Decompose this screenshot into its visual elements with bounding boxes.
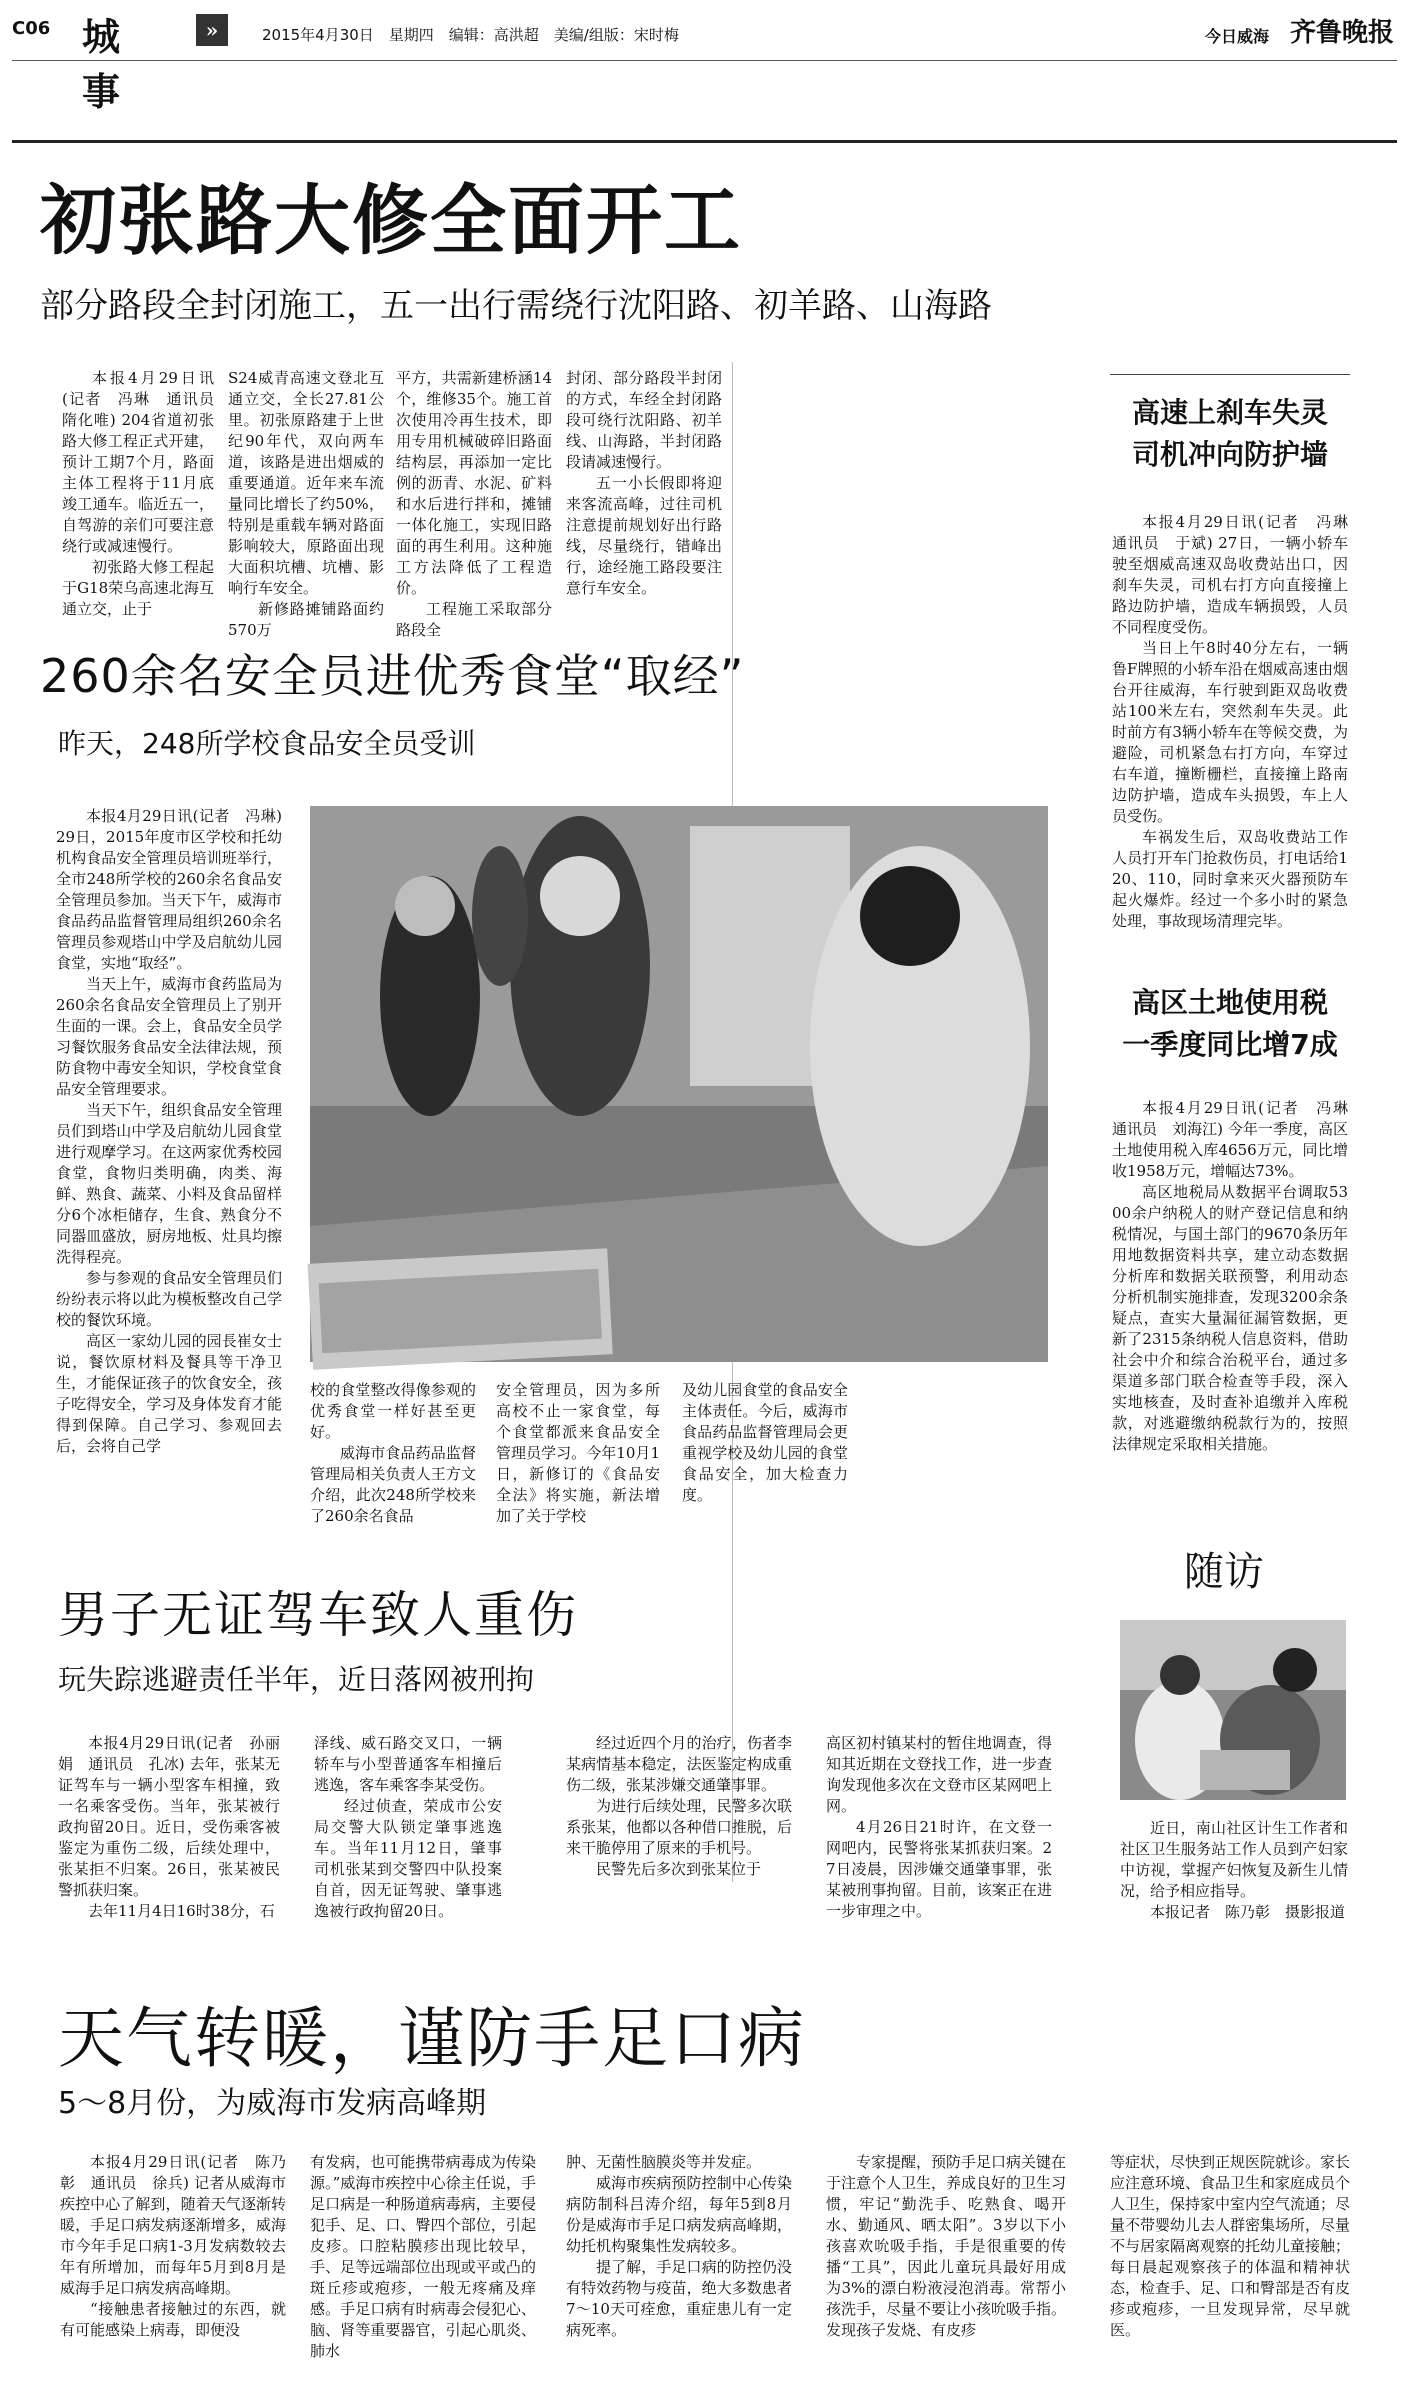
top-divider — [12, 140, 1397, 143]
column: 及幼儿园食堂的食品安全主体责任。今后，威海市食品药品监督管理局会更重视学校及幼儿园的食堂食品安全，加大检查力度。 — [682, 1381, 848, 1504]
subhead-chuzhang: 部分路段全封闭施工，五一出行需绕行沈阳路、初羊路、山海路 — [40, 286, 992, 326]
column: 本报4月29日讯(记者 陈乃彰 通讯员 徐兵) 记者从威海市疾控中心了解到，随着天气逐渐转暖，手足口病发病逐渐增多，威海市今年手足口病1-3月发病数较去年有所增加，而每年5月到8月是威海手足口病发病高峰期。 “接触患者接触过的东西，就有可能感染上病毒，即便没 — [60, 2153, 286, 2339]
headline-chuzhang: 初张路大修全面开工 — [40, 176, 742, 265]
double-chevron-icon: » — [196, 14, 228, 46]
section-title: 城事 — [82, 15, 121, 114]
subhead-hfmd: 5～8月份，为威海市发病高峰期 — [58, 2086, 487, 2121]
headline-driver: 男子无证驾车致人重伤 — [58, 1586, 578, 1644]
column: 肿、无菌性脑膜炎等并发症。 威海市疾病预防控制中心传染病防制科吕涛介绍，每年5到8月份是威海市手足口病发病高峰期，幼托机构聚集性发病较多。 提了解，手足口病的防控仍没有特效药物与疫苗，绝大多数患者7～10天可痊愈，重症患儿有一定病死率。 — [566, 2153, 792, 2339]
column: 有发病，也可能携带病毒成为传染源。”威海市疾控中心徐主任说，手足口病是一种肠道病毒病，主要侵犯手、足、口、臀四个部位，引起皮疹。口腔粘膜疹出现比较早，手、足等远端部位出现或平或凸的斑丘疹或疱疹，一般无疼痛及痒感。手足口病有时病毒会侵犯心、脑、肾等重要器官，引起心肌炎、肺水 — [310, 2153, 536, 2360]
column: 本报4月29日讯(记者 冯琳) 29日，2015年度市区学校和托幼机构食品安全管理员培训班举行，全市248所学校的260余名食品安全管理员参加。当天下午，威海市食品药品监督管理局组织260余名管理员参观塔山中学及启航幼儿园食堂，实地“取经”。 当天上午，威海市食药监局为260余名食品安全管理员上了别开生面的一课。会上，食品安全员学习餐饮服务食品安全法律法规，预防食物中毒安全知识，学校食堂食品安全管理要求。 当天下午，组织食品安全管理员们到塔山中学及启航幼儿园食堂进行观摩学习。在这两家优秀校园食堂，食物归类明确，肉类、海鲜、熟食、蔬菜、小料及食品留样分6个冰柜储存，生食、熟食分不同器皿盛放，厨房地板、灶具均擦洗得程亮。 参与参观的食品安全管理员们纷纷表示将以此为模板整改自己学校的餐饮环境。 高区一家幼儿园的园長崔女士说，餐饮原材料及餐具等干净卫生，才能保证孩子的饮食安全，孩子吃得安全，学习及身体发育才能得到保障。自己学习、参观回去后，会将自己学 — [56, 807, 282, 1455]
suifang-caption: 近日，南山社区计生工作者和社区卫生服务站工作人员到产妇家中访视，掌握产妇恢复及新生儿情况，给予相应指导。 本报记者 陈乃彰 摄影报道 — [1120, 1819, 1348, 1921]
column: S24威青高速文登北互通立交，全长27.81公里。初张原路建于上世纪90年代，双向两车道，该路是进出烟威的重要通道。近年来车流量同比增长了约50%，特别是重载车辆对路面影响较大，原路面出现大面积坑槽、坑槽、影响行车安全。 新修路摊铺路面约570万 — [228, 369, 384, 639]
paper-name: 齐鲁晚报 — [1290, 18, 1395, 48]
column: 泽线、威石路交叉口，一辆轿车与小型普通客车相撞后逃逸，客车乘客李某受伤。 经过侦查，荣成市公安局交警大队锁定肇事逃逸车。当年11月12日，肇事司机张某到交警四中队投案自首，因无证驾驶、肇事逃逸被行政拘留20日。 — [314, 1734, 502, 1920]
column: 校的食堂整改得像参观的优秀食堂一样好甚至更好。 威海市食品药品监督管理局相关负责人王方文介绍，此次248所学校来了260余名食品 — [310, 1381, 476, 1525]
column: 本报4月29日讯(记者 孙丽娟 通讯员 孔冰) 去年，张某无证驾车与一辆小型客车相撞，致一名乘客受伤。当年，张某被行政拘留20日。近日，受伤乘客被鉴定为重伤二级，后续处理中，张某拒不归案。26日，张某被民警抓获归案。 去年11月4日16时38分，石 — [58, 1734, 280, 1920]
column: 本报4月29日讯(记者 冯琳 通讯员 隋化唯) 204省道初张路大修工程正式开建，预计工期7个月，路面主体工程将于11月底竣工通车。临近五一，自驾游的亲们可要注意绕行或减速慢行。 初张路大修工程起于G18荣乌高速北海互通立交，止于 — [62, 369, 230, 618]
headline-hfmd: 天气转暖，谨防手足口病 — [58, 2000, 806, 2077]
side-text-2: 本报4月29日讯(记者 冯琳 通讯员 刘海江) 今年一季度，高区土地使用税入库4656万元，同比增收1958万元，增幅达73%。 高区地税局从数据平台调取5300余户纳税人的财产登记信息和纳税情况，与国土部门的9670条历年用地数据资料共享，建立动态数据分析库和数据关联预警，利用动态分析机制实施排查，发现3200余条疑点，查实大量漏征漏管数据，更新了2315条纳税人信息资料，借助社会中介和综合治税平台，通过多渠道多部门联合检查等手段，深入实地核查，及时查补追缴并入库税款，对逃避缴纳税款行为的，按照法律规定采取相关措施。 — [1112, 1099, 1364, 1453]
suifang-title: 随访 — [1184, 1549, 1264, 1595]
side-rule — [1110, 374, 1350, 375]
column: 安全管理员，因为多所高校不止一家食堂，每个食堂都派来食品安全管理员学习。今年10月1日，新修订的《食品安全法》将实施，新法增加了关于学校 — [496, 1381, 660, 1525]
column: 经过近四个月的治疗，伤者李某病情基本稳定，法医鉴定构成重伤二级，张某涉嫌交通肇事罪。 为进行后续处理，民警多次联系张某，他都以各种借口推脱，后来干脆停用了原来的手机号。 民警先后多次到张某位于 — [566, 1734, 792, 1878]
canteen-photo — [310, 806, 1048, 1362]
side-headline-2: 高区土地使用税 一季度同比增7成 — [1122, 986, 1338, 1061]
visit-photo — [1120, 1620, 1346, 1800]
side-text-1: 本报4月29日讯(记者 冯琳 通讯员 于斌) 27日，一辆小轿车驶至烟威高速双岛收费站出口，因刹车失灵，司机右打方向直接撞上路边防护墙，造成车辆损毁，人员不同程度受伤。 当日上午8时40分左右，一辆鲁F牌照的小轿车沿在烟威高速由烟台开往威海，车行驶到距双岛收费站100米左右，突然刹车失灵。此时前方有3辆小轿车在等候交费，为避险，司机紧急右打方向，车穿过右车道，撞断栅栏，直接撞上路南边防护墙，造成车头损毁，车上人员受伤。 车祸发生后，双岛收费站工作人员打开车门抢救伤员，打电话给120、110，同时拿来灭火器预防车起火爆炸。经过一个多小时的紧急处理，事故现场清理完毕。 — [1112, 513, 1364, 930]
subhead-driver: 玩失踪逃避责任半年，近日落网被刑拘 — [58, 1663, 535, 1696]
page-number: C06 — [12, 18, 51, 39]
column: 等症状，尽快到正规医院就诊。家长应注意环境、食品卫生和家庭成员个人卫生，保持家中室内空气流通；尽量不带婴幼儿去人群密集场所，尽量不与居家隔离观察的托幼儿童接触；每日晨起观察孩子的体温和精神状态，检查手、足、口和臀部是否有皮疹或疱疹，一旦发现异常，尽早就医。 — [1110, 2153, 1351, 2339]
column: 封闭、部分路段半封闭的方式，车经全封闭路段可绕行沈阳路、初羊线、山海路，半封闭路段请减速慢行。 五一小长假即将迎来客流高峰，过往司机注意提前规划好出行路线，尽量绕行，错峰出行，途经施工路段要注意行车安全。 — [566, 369, 722, 597]
issue-info: 2015年4月30日 星期四 编辑：高洪超 美编/组版：宋时梅 — [262, 26, 679, 44]
today-weihai: 今日威海 — [1205, 27, 1270, 46]
column: 专家提醒，预防手足口病关键在于注意个人卫生，养成良好的卫生习惯，牢记“勤洗手、吃熟食、喝开水、勤通风、晒太阳”。3岁以下小孩喜欢吮吸手指，手是很重要的传播“工具”，因此儿童玩具最好用成为3%的漂白粉液浸泡消毒。常帮小孩洗手，尽量不要让小孩吮吸手指。发现孩子发烧、有皮疹 — [826, 2153, 1067, 2339]
subhead-safety: 昨天，248所学校食品安全员受训 — [58, 727, 476, 760]
column: 高区初村镇某村的暂住地调查，得知其近期在文登找工作，进一步查询发现他多次在文登市区某网吧上网。 4月26日21时许，在文登一网吧内，民警将张某抓获归案。27日凌晨，因涉嫌交通肇事罪，张某被刑事拘留。目前，该案正在进一步审理之中。 — [826, 1734, 1052, 1920]
side-headline-1: 高速上刹车失灵 司机冲向防护墙 — [1131, 396, 1328, 471]
headline-safety: 260余名安全员进优秀食堂“取经” — [40, 649, 745, 703]
column: 平方，共需新建桥涵14个，维修35个。施工首次使用冷再生技术，即用专用机械破碎旧路面结构层，再添加一定比例的沥青、水泥、矿料和水后进行拌和，摊铺一体化施工，实现旧路面的再生利用。这种施工方法降低了工程造价。 工程施工采取部分路段全 — [396, 369, 552, 639]
header-rule — [12, 60, 1397, 61]
